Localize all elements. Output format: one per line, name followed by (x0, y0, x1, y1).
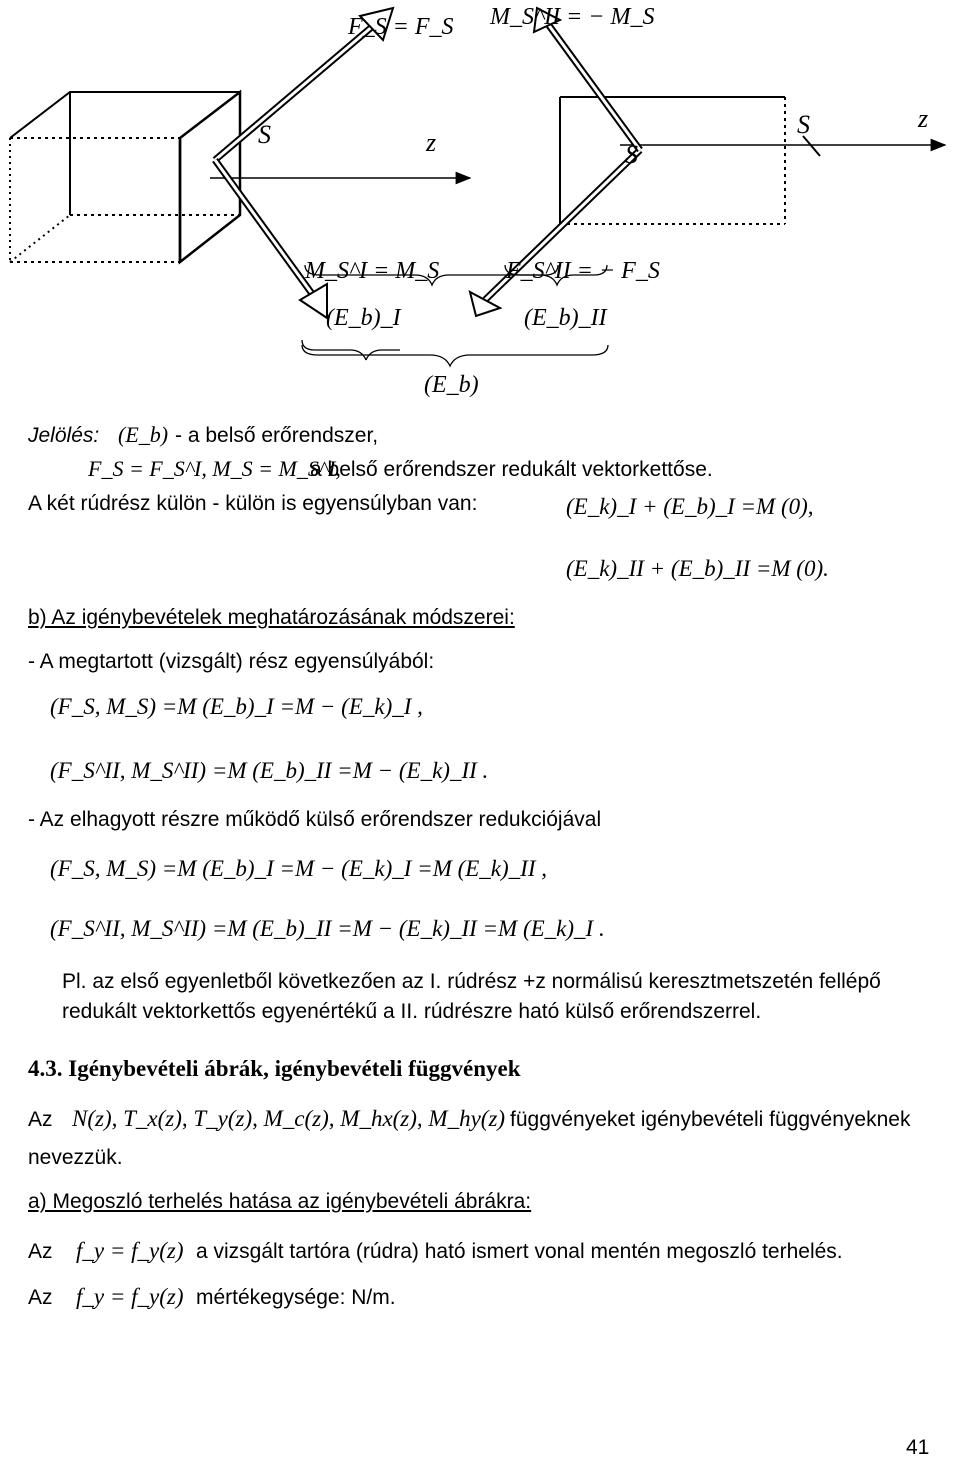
example-line1: Pl. az első egyenletből következően az I. rúdrész +z normálisú keresztmetszetén fellépő (62, 970, 881, 993)
methods-eq2b: (F_S^II, M_S^II) =M (E_b)_II =M − (E_k)_II =M (E_k)_I . (50, 916, 605, 941)
notation-fs-ms-desc: a belső erőrendszer redukált vektorkettőse. (310, 458, 713, 481)
rod-part-right (560, 97, 785, 224)
example-line2: redukált vektorkettős egyenértékű a II. rúdrészre ható külső erőrendszerrel. (62, 1000, 762, 1023)
balance-eq1: (E_k)_I + (E_b)_I =M (0), (566, 494, 814, 519)
section-functions: N(z), T_x(z), T_y(z), M_c(z), M_hx(z), M_hy(z) (72, 1106, 506, 1131)
brace-right-label: (E_b)_II (524, 305, 607, 331)
methods-heading: b) Az igénybevételek meghatározásának módszerei: (28, 606, 515, 629)
force-arrow-right (470, 150, 640, 316)
load-desc2: mértékegysége: N/m. (196, 1286, 396, 1309)
moment-arrow-left (215, 160, 327, 318)
load-eq2: f_y = f_y(z) (76, 1284, 184, 1309)
methods-item1: - A megtartott (vizsgált) rész egyensúlyából: (28, 650, 435, 673)
brace-total-label: (E_b) (424, 372, 479, 398)
label-z-left: z (426, 128, 437, 157)
label-S-left: S (258, 120, 271, 149)
brace-left-label: (E_b)_I (326, 305, 401, 331)
notation-label: Jelölés: (28, 424, 100, 447)
load-az2: Az (28, 1286, 53, 1309)
section-figure (0, 0, 960, 420)
section-line2: nevezzük. (28, 1146, 123, 1169)
notation-fs-ms: F_S = F_S^I, M_S = M_S^I, (88, 456, 341, 481)
balance-eq2: (E_k)_II + (E_b)_II =M (0). (566, 556, 829, 581)
label-S-mid: S (625, 140, 638, 169)
methods-eq2a: (F_S, M_S) =M (E_b)_I =M − (E_k)_I =M (E_k)_II , (50, 856, 547, 881)
notation-Eb-desc: - a belső erőrendszer, (175, 424, 379, 447)
section-title: 4.3. Igénybevételi ábrák, igénybevételi függvények (28, 1056, 521, 1081)
brace-left-lower (302, 340, 366, 360)
eq-force-top: F_S = F_S (348, 14, 454, 40)
eq-force-bottom: F_S^II = − F_S (506, 258, 660, 284)
label-S-right: S (797, 110, 810, 139)
methods-eq1a: (F_S, M_S) =M (E_b)_I =M − (E_k)_I , (50, 694, 423, 719)
notation-Eb: (E_b) (118, 422, 169, 447)
balance-text: A két rúdrész külön - külön is egyensúlyban van: (28, 492, 478, 515)
eq-moment-bottom: M_S^I = M_S (305, 258, 440, 284)
methods-eq1b: (F_S^II, M_S^II) =M (E_b)_II =M − (E_k)_II . (50, 758, 489, 783)
load-eq1: f_y = f_y(z) (76, 1238, 184, 1263)
section-functions-desc: függvényeket igénybevételi függvényeknek (510, 1108, 911, 1131)
section-az: Az (28, 1108, 53, 1131)
methods-item2: - Az elhagyott részre működő külső erőrendszer redukciójával (28, 808, 602, 831)
load-heading: a) Megoszló terhelés hatása az igénybevételi ábrákra: (28, 1190, 532, 1213)
brace-total (302, 345, 608, 366)
page-number: 41 (906, 1436, 930, 1459)
load-desc1: a vizsgált tartóra (rúdra) ható ismert vonal mentén megoszló terhelés. (196, 1240, 843, 1263)
load-az1: Az (28, 1240, 53, 1263)
label-z-right: z (918, 104, 929, 133)
eq-moment-top: M_S^II = − M_S (490, 4, 655, 30)
